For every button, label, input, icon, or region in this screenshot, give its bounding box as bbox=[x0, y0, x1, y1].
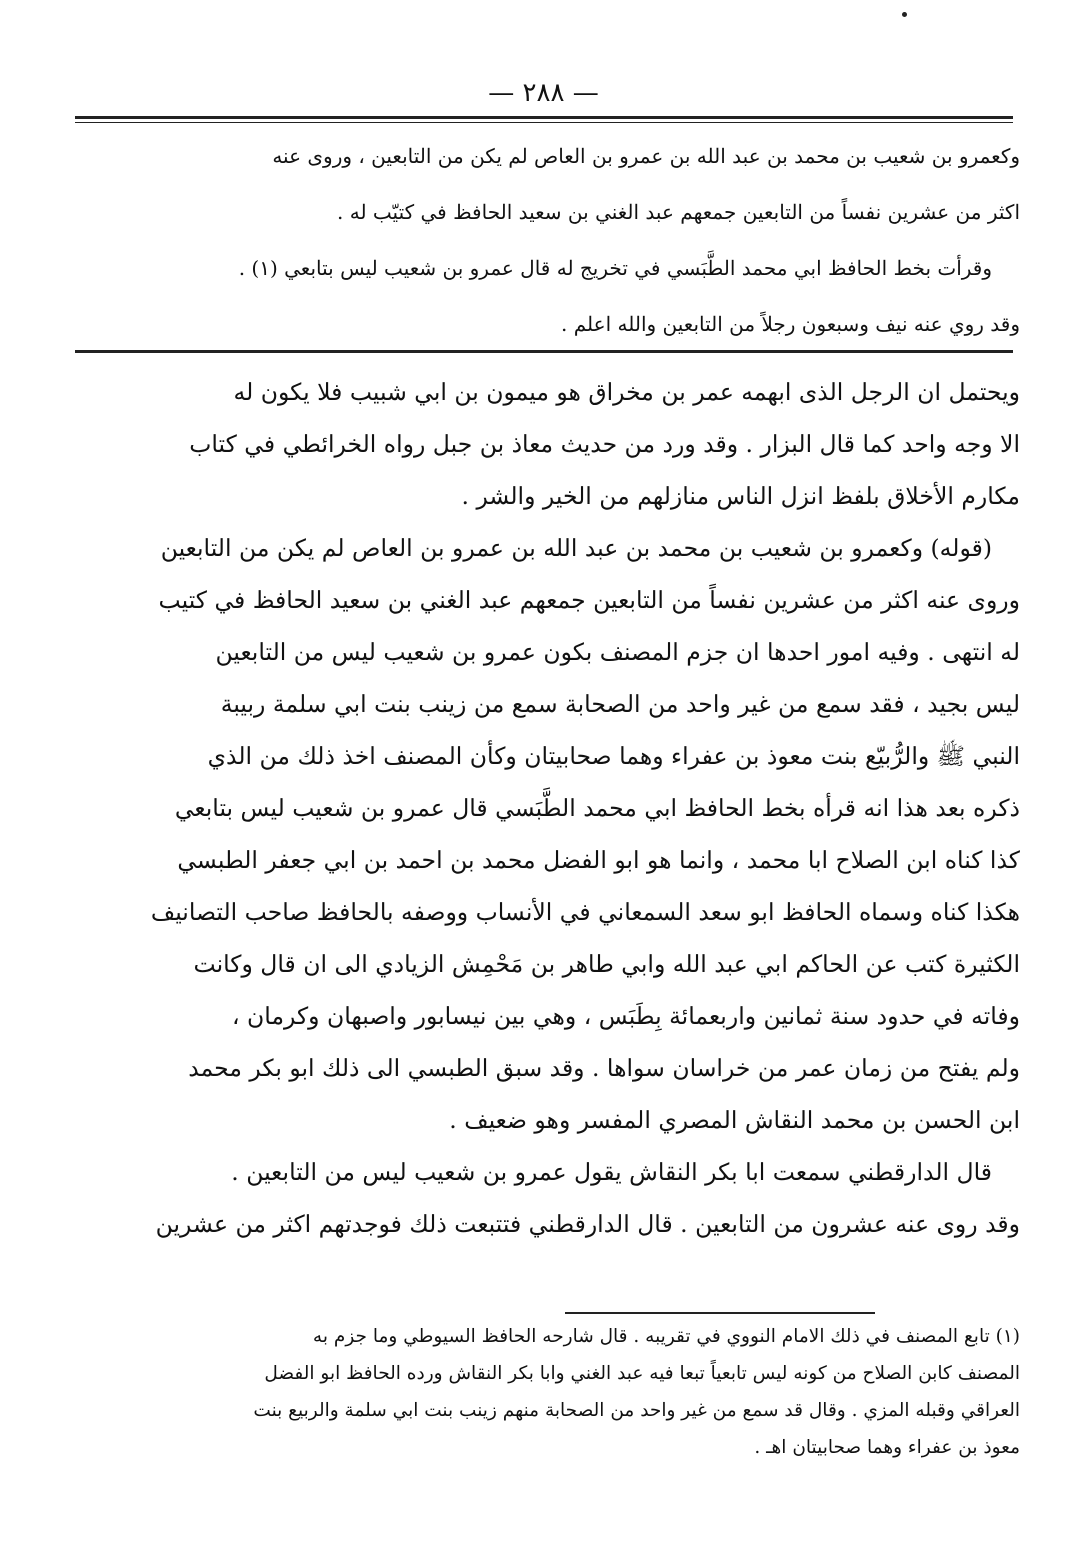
text-line: ولم يفتح من زمان عمر من خراسان سواها . وقد سبق الطبسي الى ذلك ابو بكر محمد bbox=[188, 1054, 1020, 1082]
footnote-block bbox=[70, 1318, 1020, 1466]
text-line: هكذا كناه وسماه الحافظ ابو سعد السمعاني في الأنساب ووصفه بالحافظ صاحب التصانيف bbox=[150, 898, 1020, 926]
footnote-line: المصنف كابن الصلاح من كونه ليس تابعياً تبعا فيه عبد الغني وابا بكر النقاش ورده الحافظ ابو الفضل bbox=[264, 1363, 1020, 1384]
footnote-line: (١) تابع المصنف في ذلك الامام النووي في تقريبه . قال شارحه الحافظ السيوطي وما جزم به bbox=[312, 1326, 1020, 1347]
text-line: وقد روى عنه عشرون من التابعين . قال الدارقطني فتتبعت ذلك فوجدتهم اكثر من عشرين bbox=[155, 1210, 1020, 1238]
header-rule bbox=[75, 116, 1013, 119]
page-number: — ٢٨٨ — bbox=[488, 78, 599, 108]
text-line: وفاته في حدود سنة ثمانين واربعمائة بِطَبَس ، وهي بين نيسابور واصبهان وكرمان ، bbox=[231, 1002, 1020, 1030]
text-line: ذكره بعد هذا انه قرأه بخط الحافظ ابي محمد الطَّبَسي قال عمرو بن شعيب ليس بتابعي bbox=[174, 794, 1020, 822]
text-line: كذا كناه ابن الصلاح ابا محمد ، وانما هو ابو الفضل محمد بن احمد بن ابي جعفر الطبسي bbox=[177, 846, 1020, 874]
footnote-line: العراقي وقبله المزي . وقال قد سمع من غير واحد من الصحابة منهم زينب بنت ابي سلمة والربيع بنت bbox=[253, 1400, 1020, 1421]
text-line: له انتهى . وفيه امور احدها ان جزم المصنف بكون عمرو بن شعيب ليس من التابعين bbox=[215, 638, 1020, 666]
footnote-divider bbox=[565, 1312, 875, 1314]
commentary-text-block bbox=[70, 366, 1020, 1250]
text-line: الكثيرة كتب عن الحاكم ابي عبد الله وابي طاهر بن مَحْمِش الزيادي الى ان قال وكانت bbox=[193, 950, 1020, 978]
text-line: ويحتمل ان الرجل الذى ابهمه عمر بن مخراق هو ميمون بن ابي شبيب فلا يكون له bbox=[233, 378, 1020, 406]
text-line: وقرأت بخط الحافظ ابي محمد الطَّبَسي في تخريج له قال عمرو بن شعيب ليس بتابعي (١) . bbox=[238, 256, 992, 280]
text-line: وقد روي عنه نيف وسبعون رجلاً من التابعين والله اعلم . bbox=[561, 312, 1020, 336]
section-divider bbox=[75, 350, 1013, 353]
text-line: وكعمرو بن شعيب بن محمد بن عبد الله بن عمرو بن العاص لم يكن من التابعين ، وروى عنه bbox=[272, 144, 1020, 168]
text-line: الا وجه واحد كما قال البزار . وقد ورد من حديث معاذ بن جبل رواه الخرائطي في كتاب bbox=[189, 430, 1020, 458]
text-line: النبي ﷺ والرُّبيّع بنت معوذ بن عفراء وهما صحابيتان وكأن المصنف اخذ ذلك من الذي bbox=[207, 742, 1020, 770]
header-rule-thin bbox=[75, 122, 1013, 123]
text-line: مكارم الأخلاق بلفظ انزل الناس منازلهم من الخير والشر . bbox=[461, 482, 1020, 510]
text-line: ابن الحسن بن محمد النقاش المصري المفسر وهو ضعيف . bbox=[449, 1106, 1020, 1134]
text-line: قال الدارقطني سمعت ابا بكر النقاش يقول عمرو بن شعيب ليس من التابعين . bbox=[231, 1158, 992, 1186]
corner-mark bbox=[902, 12, 907, 17]
text-line: (قوله) وكعمرو بن شعيب بن محمد بن عبد الله بن عمرو بن العاص لم يكن من التابعين bbox=[160, 534, 992, 562]
footnote-line: معوذ بن عفراء وهما صحابيتان اهـ . bbox=[754, 1437, 1020, 1458]
text-line: ليس بجيد ، فقد سمع من غير واحد من الصحابة سمع من زينب بنت ابي سلمة ربيبة bbox=[220, 690, 1020, 718]
text-line: اكثر من عشرين نفساً من التابعين جمعهم عبد الغني بن سعيد الحافظ في كتيّب له . bbox=[337, 200, 1020, 224]
quoted-text-block bbox=[70, 128, 1020, 352]
text-line: وروى عنه اكثر من عشرين نفساً من التابعين جمعهم عبد الغني بن سعيد الحافظ في كتيب bbox=[158, 586, 1020, 614]
